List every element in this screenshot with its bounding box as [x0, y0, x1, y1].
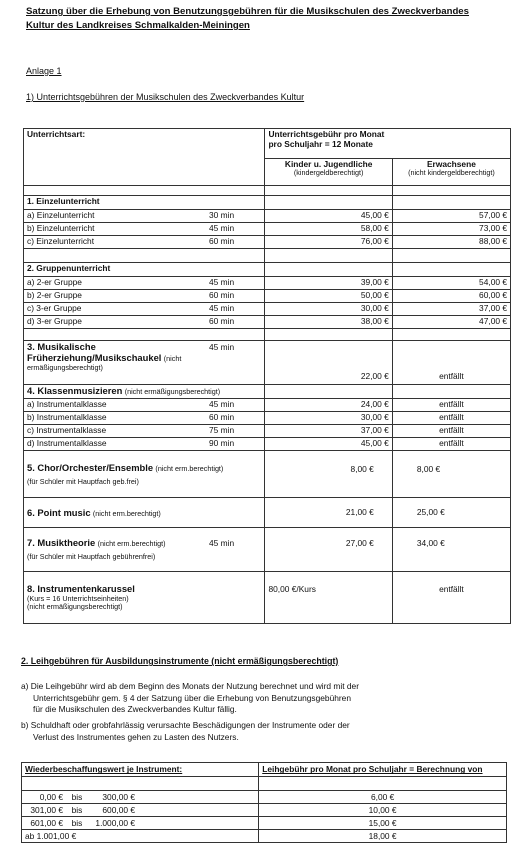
section-einzel-title-row	[24, 196, 511, 210]
anlage-label: Anlage 1	[26, 66, 62, 76]
table-row	[24, 290, 511, 303]
section-mfe-duration: 45 min	[209, 342, 235, 352]
row-label: b) 2-er Gruppe	[27, 290, 82, 300]
para-a-line3: für die Musikschulen des Zweckverbandes Kultur fällig.	[33, 704, 237, 714]
row-kinder-fee: 45,00 €	[265, 210, 392, 223]
section-mfe-cell	[24, 341, 265, 385]
row-erw-fee: 73,00 €	[392, 223, 510, 236]
section-gruppe-title-row	[24, 263, 511, 277]
section-theorie-erw-fee: 34,00 €	[392, 528, 510, 572]
document-title	[26, 5, 469, 33]
section-point-title-note: (nicht erm.berechtigt)	[92, 508, 161, 518]
section-theorie-note: (für Schüler mit Hauptfach gebührenfrei)	[27, 552, 156, 561]
table-row	[22, 830, 507, 843]
section-mfe-title-line2: Früherziehung/Musikschaukel	[27, 352, 162, 364]
table-row	[24, 438, 511, 451]
row-erw-fee: 37,00 €	[392, 303, 510, 316]
row-fee: 15,00 €	[259, 817, 507, 830]
section-klassen-title-row	[24, 385, 511, 399]
section-gruppe-title: 2. Gruppenunterricht	[24, 263, 265, 277]
document-title-line1: Satzung über die Erhebung von Benutzungsgebühren für die Musikschulen des Zweckverbandes	[26, 6, 469, 17]
section-klassen-title: 4. Klassenmusizieren	[27, 385, 123, 396]
para-a-line1: a) Die Leihgebühr wird ab dem Beginn des Monats der Nutzung berechnet und wird mit der	[21, 681, 359, 691]
row-label: c) 3-er Gruppe	[27, 303, 82, 313]
table-row	[24, 277, 511, 290]
row-duration: 45 min	[209, 277, 235, 287]
para-b-line2: Verlust des Instrumentes gehen zu Lasten des Nutzers.	[33, 731, 239, 742]
range-to: 1.000,00 €	[95, 817, 135, 828]
row-fee: 10,00 €	[259, 804, 507, 817]
table-row	[24, 210, 511, 223]
spacer-row	[24, 249, 511, 263]
row-label: c) Instrumentalklasse	[27, 425, 107, 435]
section-point-row	[24, 498, 511, 528]
table-row	[24, 425, 511, 438]
range-from: ab 1.001,00 €	[25, 830, 77, 841]
section-mfe-row	[24, 341, 511, 385]
row-kinder-fee: 39,00 €	[265, 277, 392, 290]
row-erw-fee: entfällt	[392, 438, 510, 451]
row-fee: 6,00 €	[259, 791, 507, 804]
section-point-title: 6. Point music	[27, 506, 91, 518]
range-bis: bis	[71, 791, 83, 802]
section2-paragraph-b	[21, 720, 501, 743]
table-row	[22, 817, 507, 830]
section1-title: 1) Unterrichtsgebühren der Musikschulen des Zweckverbandes Kultur	[26, 92, 305, 102]
fee-table-header-row	[24, 129, 511, 159]
header-kinder-sub: (kindergeldberechtigt)	[293, 168, 364, 178]
section2-paragraph-a	[21, 681, 501, 716]
header-erw-sub: (nicht kindergeldberechtigt)	[408, 168, 495, 178]
section-karussell-row	[24, 572, 511, 624]
section-theorie-cell	[24, 528, 265, 572]
section-point-erw-fee: 25,00 €	[392, 498, 510, 528]
row-duration: 45 min	[209, 399, 235, 409]
row-duration: 45 min	[209, 223, 235, 233]
section-chor-erw-fee: 8,00 €	[392, 451, 510, 498]
row-duration: 60 min	[209, 290, 235, 300]
row-kinder-fee: 30,00 €	[265, 412, 392, 425]
range-from: 0,00 €	[39, 791, 63, 802]
section-klassen-note: (nicht ermäßigungsberechtigt)	[124, 387, 221, 396]
header-fee-line2: pro Schuljahr = 12 Monate	[268, 139, 373, 150]
para-a-line2: Unterrichtsgebühr gem. § 4 der Satzung über die Erhebung von Benutzungsgebühren	[33, 692, 351, 703]
row-kinder-fee: 30,00 €	[265, 303, 392, 316]
row-label: a) 2-er Gruppe	[27, 277, 82, 287]
fee-table	[23, 128, 511, 624]
range-bis: bis	[71, 817, 83, 828]
para-b-line1: b) Schuldhaft oder grobfahrlässig verursachte Beschädigungen der Instrumente oder der	[21, 720, 350, 730]
row-erw-fee: 54,00 €	[392, 277, 510, 290]
row-erw-fee: 60,00 €	[392, 290, 510, 303]
section-karussell-erw-fee: entfällt	[392, 572, 510, 624]
table-row	[24, 412, 511, 425]
section-theorie-title-note: (nicht erm.berechtigt)	[97, 539, 166, 549]
section-mfe-title-line1: 3. Musikalische	[27, 341, 96, 352]
row-fee: 18,00 €	[259, 830, 507, 843]
section-mfe-title-note: (nicht	[163, 354, 182, 364]
header-erw-label: Erwachsene	[426, 159, 476, 169]
row-label: c) Einzelunterricht	[27, 236, 95, 246]
row-duration: 75 min	[209, 425, 235, 435]
section-karussell-title: 8. Instrumentenkarussel	[27, 583, 135, 595]
document-title-line2: Kultur des Landkreises Schmalkalden-Meiningen	[26, 20, 250, 31]
row-erw-fee: 47,00 €	[392, 316, 510, 329]
section-chor-title: 5. Chor/Orchester/Ensemble	[27, 461, 154, 473]
range-from: 301,00 €	[30, 804, 63, 815]
row-duration: 90 min	[209, 438, 235, 448]
range-from: 601,00 €	[30, 817, 63, 828]
row-duration: 60 min	[209, 316, 235, 326]
row-kinder-fee: 50,00 €	[265, 290, 392, 303]
section-chor-row	[24, 451, 511, 498]
section-einzel-title: 1. Einzelunterricht	[24, 196, 265, 210]
table-row	[24, 303, 511, 316]
row-kinder-fee: 45,00 €	[265, 438, 392, 451]
section-karussell-kinder-fee: 80,00 €/Kurs	[265, 572, 392, 624]
section-mfe-note: ermäßigungsberechtigt)	[27, 362, 103, 372]
table-row	[24, 316, 511, 329]
row-kinder-fee: 58,00 €	[265, 223, 392, 236]
row-label: a) Einzelunterricht	[27, 210, 95, 220]
row-duration: 60 min	[209, 236, 235, 246]
header-kinder-label: Kinder u. Jugendliche	[284, 159, 373, 169]
section-karussell-note2: (nicht ermäßigungsberechtigt)	[27, 602, 123, 612]
section-karussell-cell	[24, 572, 265, 624]
header-fee	[265, 129, 511, 159]
table-row	[22, 804, 507, 817]
row-kinder-fee: 38,00 €	[265, 316, 392, 329]
header-fee-line1: Unterrichtsgebühr pro Monat	[268, 129, 385, 139]
header-wiederbeschaffungswert: Wiederbeschaffungswert je Instrument:	[22, 763, 259, 777]
section-theorie-duration: 45 min	[209, 538, 235, 549]
section-chor-cell	[24, 451, 265, 498]
row-label: d) Instrumentalklasse	[27, 438, 107, 448]
section-mfe-erw-fee: entfällt	[392, 341, 510, 385]
range-to: 300,00 €	[102, 791, 135, 802]
row-kinder-fee: 24,00 €	[265, 399, 392, 412]
row-label: b) Instrumentalklasse	[27, 412, 107, 422]
table-row	[22, 791, 507, 804]
row-erw-fee: 88,00 €	[392, 236, 510, 249]
range-bis: bis	[71, 804, 83, 815]
row-label: a) Instrumentalklasse	[27, 399, 107, 409]
row-label: d) 3-er Gruppe	[27, 316, 82, 326]
row-erw-fee: 57,00 €	[392, 210, 510, 223]
section-theorie-row	[24, 528, 511, 572]
header-erw	[392, 159, 510, 186]
section-point-kinder-fee: 21,00 €	[265, 498, 392, 528]
section-theorie-title: 7. Musiktheorie	[27, 537, 96, 549]
spacer-row	[24, 329, 511, 341]
table-row	[24, 236, 511, 249]
row-kinder-fee: 76,00 €	[265, 236, 392, 249]
header-unterrichtsart-label: Unterrichtsart:	[27, 129, 86, 139]
section2-title: 2. Leihgebühren für Ausbildungsinstrumente (nicht ermäßigungsberechtigt)	[21, 656, 339, 666]
row-kinder-fee: 37,00 €	[265, 425, 392, 438]
section-chor-title-note: (nicht erm.berechtigt)	[155, 463, 224, 473]
section-chor-note: (für Schüler mit Hauptfach geb.frei)	[27, 476, 139, 486]
row-duration: 45 min	[209, 303, 235, 313]
spacer-row	[24, 186, 511, 196]
row-erw-fee: entfällt	[392, 399, 510, 412]
section-chor-kinder-fee: 8,00 €	[265, 451, 392, 498]
row-erw-fee: entfällt	[392, 412, 510, 425]
instrument-table-header-row	[22, 763, 507, 777]
range-to: 600,00 €	[102, 804, 135, 815]
header-leihgebuehr: Leihgebühr pro Monat pro Schuljahr = Berechnung von	[259, 763, 507, 777]
row-label: b) Einzelunterricht	[27, 223, 95, 233]
section-theorie-kinder-fee: 27,00 €	[265, 528, 392, 572]
header-kinder	[265, 159, 392, 186]
table-row	[24, 223, 511, 236]
section-karussell-note1: (Kurs = 16 Unterrichtseinheiten)	[27, 593, 129, 603]
header-unterrichtsart	[24, 129, 265, 186]
spacer-row	[22, 777, 507, 791]
row-erw-fee: entfällt	[392, 425, 510, 438]
table-row	[24, 399, 511, 412]
instrument-table	[21, 762, 507, 843]
section-mfe-kinder-fee: 22,00 €	[265, 341, 392, 385]
row-duration: 30 min	[209, 210, 235, 220]
row-duration: 60 min	[209, 412, 235, 422]
